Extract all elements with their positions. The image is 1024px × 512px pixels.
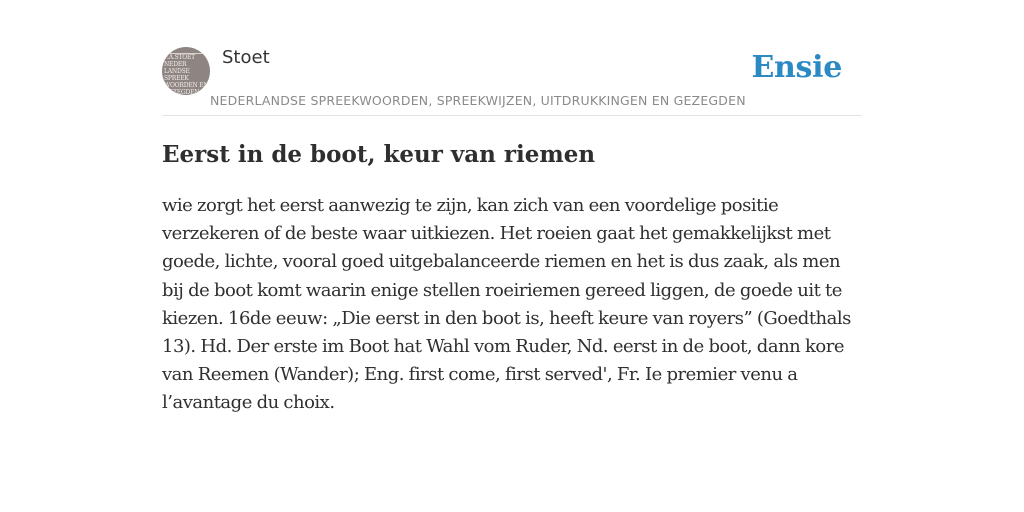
entry-title: Eerst in de boot, keur van riemen bbox=[162, 141, 596, 168]
author-name[interactable]: Stoet bbox=[222, 47, 270, 68]
entry-page bbox=[162, 0, 862, 512]
book-title[interactable]: NEDERLANDSE SPREEKWOORDEN, SPREEKWIJZEN, UITDRUKKINGEN EN GEZEGDEN bbox=[210, 93, 746, 108]
header bbox=[162, 0, 862, 116]
book-cover-avatar[interactable] bbox=[162, 47, 210, 95]
entry-definition: wie zorgt het eerst aanwezig te zijn, kan zich van een voordelige positie verzekeren of de beste waar uitkiezen. Het roeien gaat het gemakkelijkst met goede, lichte, vooral goed uitgebalanceerde riemen en het is dus zaak, als men bij de boot komt waarin enige stellen roeiriemen gereed liggen, de goede uit te kiezen. 16de eeuw: „Die eerst in den boot is, heeft keure van royers” (Goedthals 13). Hd. Der erste im Boot hat Wahl vom Ruder, Nd. eerst in de boot, dann kore van Reemen (Wander); Eng. first come, first served', Fr. Ie premier venu a l’avantage du choix. bbox=[162, 195, 851, 414]
ensie-logo[interactable]: Ensie bbox=[751, 50, 842, 85]
avatar-author-text: F.A.STOET bbox=[164, 53, 208, 61]
avatar-book-text: NEDER LANDSE SPREEK WOORDEN EN GEZEGDEN bbox=[164, 61, 209, 95]
